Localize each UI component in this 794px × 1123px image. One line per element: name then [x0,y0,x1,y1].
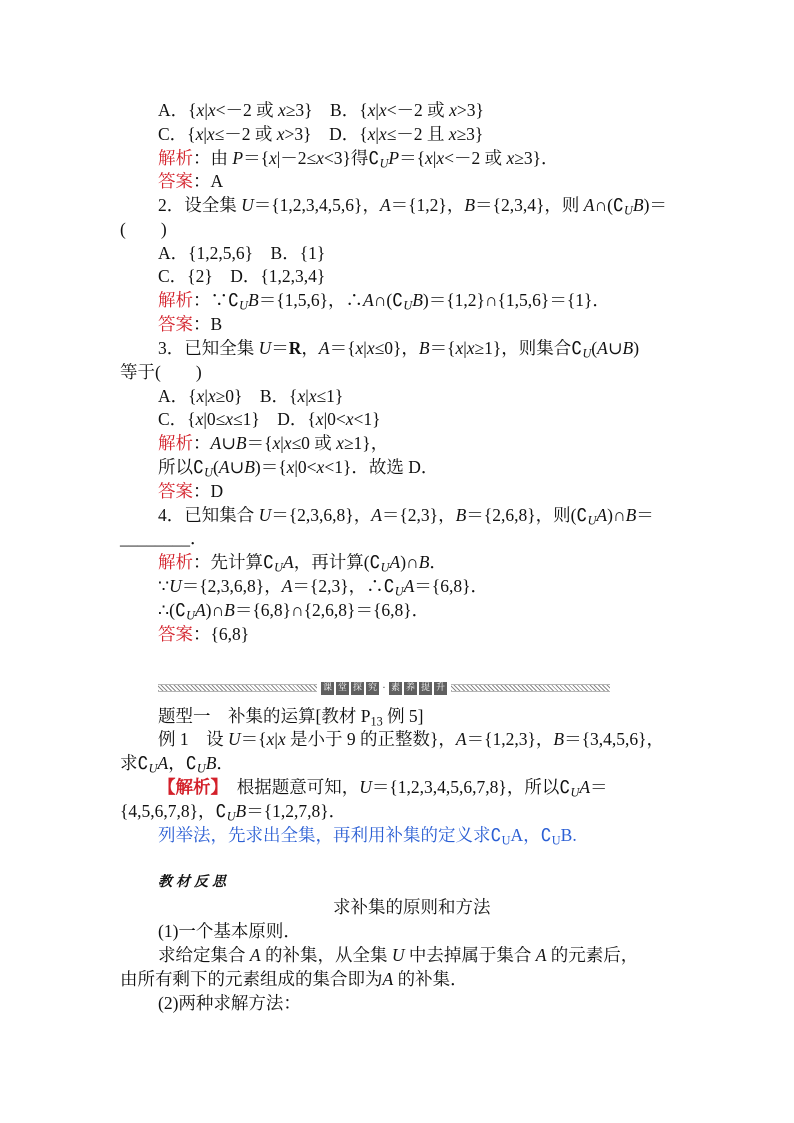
q4-stem-run: ＝{2,3}， [381,505,456,525]
q4-answer-blank: ________． [120,528,208,548]
q2-stem-run: ＝{1,2}， [390,195,465,215]
example1-solution-run: 【解析】 [158,777,220,797]
q1-analysis-run: x [506,148,515,168]
q3-answer-run: 答案 [158,481,193,501]
q4-analysis-run: 解析 [158,552,193,572]
q4-analysis-step2 [158,574,488,598]
reflection-text-run: 的补集，从全集 [260,945,392,965]
q1-options-cd-run: ≥3} [456,124,484,144]
reflection-point-1: (1)一个基本原则． [158,921,301,941]
q1-options-ab-run: | [204,100,208,120]
q4-analysis-step3-run: )∩ [205,600,225,620]
q1-analysis-run: ：由 [193,148,233,168]
q2-options-cd: C．{2} D．{1,2,3,4} [158,266,326,286]
example-type-heading-run: 13 [370,714,383,729]
q1-options-ab [158,98,484,122]
q3-options-ab-run: A．{ [158,386,197,406]
q4-analysis-run: U [380,560,390,575]
q1-analysis-run: ＝{ [243,148,269,168]
q3-stem-run: x [355,338,364,358]
q3-analysis-run: ： [193,433,211,453]
q4-stem-run: A [371,505,382,525]
q2-stem-run: )＝ [643,195,667,215]
q1-options-cd-run: x [276,124,285,144]
q4-stem-run: ＝{2,6,8}，则(∁ [466,505,588,525]
q4-analysis-run: B [418,552,430,572]
q1-options-ab-run: x [278,100,286,120]
q1-analysis-run: x [268,148,277,168]
q1-options-ab-run: x [196,100,205,120]
banner-char: 堂 [337,682,347,693]
q4-analysis-step3-run: A [194,600,206,620]
q3-options-cd-run: ≤1} D．{ [233,409,316,429]
example-type-heading-run: 例 5] [382,706,424,726]
q4-analysis-run: )∩ [400,552,419,572]
banner-char: 升 [435,682,445,693]
q1-options-ab-run: <－2 或 [215,100,278,120]
q1-analysis-run: | [432,148,437,168]
example1-solution-run: A [579,777,591,797]
q3-options-ab-run: ≥0} B．{ [215,386,298,406]
q4-analysis-step2-run: ＝{2,3,6,8}， [181,576,282,596]
q3-analysis-run: ∪ [221,433,236,453]
reflection-text-run: 中去掉属于集合 [404,945,536,965]
q3-stem-run: ＝{ [329,338,356,358]
q2-answer-run: 答案 [158,314,193,334]
q3-analysis-cont-run: U [204,465,213,480]
example1-solution-run: ＝ [590,777,608,797]
q1-options-cd-run: ≤－2 且 [386,124,449,144]
reflection-text-cont-run: 由所有剩下的元素组成的集合即为 [120,969,383,989]
q3-answer-run: ：D [193,481,224,501]
q3-analysis [158,431,388,455]
banner-char: 提 [420,682,430,693]
q4-stem-run: ＝ [636,505,654,525]
example1-stem-run: 是小于 9 的正整数}， [285,729,456,749]
q4-answer-run: ：{6,8} [193,624,250,644]
reflection-text-run: A [535,945,547,965]
q3-stem-run: ， [301,338,319,358]
q4-stem-run: 4．已知集合 [158,505,259,525]
banner-hatch-right [451,684,610,692]
q3-stem-run: | [363,338,367,358]
q3-options-cd-run: |0≤ [203,409,226,429]
q1-analysis-run: x [436,148,445,168]
q1-options-ab-run: x [367,100,376,120]
q2-stem-run: U [624,203,633,218]
q3-stem-run: U [258,338,272,358]
q1-analysis [158,146,559,170]
q3-options-cd [158,407,381,431]
q2-answer [158,312,222,336]
q3-stem-run: ∪ [607,338,623,358]
example1-stem-cont-run: B [205,753,217,773]
example1-stem-run: ＝{ [240,729,267,749]
example1-solution [158,775,608,799]
q4-analysis-step2-run: U [169,576,182,596]
q1-options-cd-run: | [375,124,379,144]
reflection-text-cont-run: 的补集． [393,969,468,989]
example1-stem-run: x [266,729,275,749]
q3-analysis-run: B [235,433,247,453]
q1-answer [158,169,223,193]
q3-options-cd-run: |0< [323,409,346,429]
q4-analysis-run: A [283,552,294,572]
q1-options-cd-run: x [378,124,387,144]
q3-stem-run: x [366,338,375,358]
q3-stem-run: x [466,338,475,358]
q4-analysis-step2-run: U [394,584,404,599]
q3-stem-run: ≤0}， [374,338,419,358]
q1-options-cd [158,122,483,146]
q1-options-cd-run: ≤－2 或 [214,124,277,144]
q3-analysis-run: 解析 [158,433,193,453]
example1-stem-cont-run: ． [216,753,234,773]
example1-method-note [158,823,577,847]
q1-options-ab-run: x [207,100,216,120]
q4-analysis-step3-run: ∴(∁ [158,600,187,620]
q2-analysis [158,288,610,312]
q4-stem-run: )∩ [607,505,626,525]
q1-options-ab-run: <－2 或 [386,100,450,120]
q4-stem-run: B [455,505,467,525]
example1-stem-cont-run: U [196,761,206,776]
q3-analysis-run: ＝{ [246,433,273,453]
example1-solution-cont-run: U [226,809,236,824]
example1-stem-run: ＝{3,4,5,6}， [564,729,665,749]
q3-analysis-run: A [210,433,222,453]
example1-solution-cont-run: {4,5,6,7,8}，∁ [120,801,227,821]
banner-char: · [382,682,386,694]
q3-stem-run: B [622,338,634,358]
example1-solution-run: 根据题意可知， [219,777,360,797]
q3-analysis-run: ≤0 或 [291,433,337,453]
q4-analysis-step2-run: ∵ [158,576,170,596]
example1-solution-cont-run: B [235,801,247,821]
q3-options-cd-run: x [225,409,233,429]
q3-options-ab-run: x [207,386,216,406]
q4-analysis-run: U [274,560,283,575]
q3-answer [158,479,223,503]
q3-analysis-cont-run: |0< [294,457,317,477]
q3-stem-run: ≥1}，则集合∁ [474,338,583,358]
q1-options-ab-run: A．{ [158,100,197,120]
example1-stem-cont-run: 求∁ [120,753,149,773]
reflection-point-2: (2)两种求解方法： [158,993,301,1013]
q3-stem-run: 3．已知全集 [158,338,259,358]
q3-analysis-run: x [283,433,292,453]
example-type-heading-run: 题型一 补集的运算[教材 P [158,706,371,726]
q3-analysis-cont-run: 所以∁ [158,457,205,477]
q3-analysis-cont-run: A [218,457,230,477]
q3-options-cd-run: x [315,409,324,429]
q2-stem-run: U [241,195,254,215]
q1-analysis-run: <－2 或 [444,148,507,168]
q3-options-ab-run: x [297,386,306,406]
q1-analysis-run: P [388,148,400,168]
q2-stem-run: B [464,195,476,215]
q3-analysis-cont [158,455,438,479]
q3-stem-run: R [288,338,302,358]
banner-char: 课 [322,682,332,693]
q3-stem-run: | [463,338,467,358]
q3-stem-run: ( [591,338,598,358]
q1-analysis-run: x [425,148,433,168]
q1-analysis-run: 解析 [158,148,193,168]
q3-options-ab [158,384,343,408]
q4-analysis [158,550,447,574]
q2-analysis-run: U [403,298,413,313]
q3-stem [158,336,639,360]
q2-analysis-run: U [239,298,248,313]
example1-solution-run: ＝{1,2,3,4,5,6,7,8}，所以∁ [371,777,571,797]
q1-analysis-run: x [316,148,324,168]
q4-analysis-step2-run: A [403,576,415,596]
q3-stem-run: A [318,338,330,358]
example1-stem-cont-run: ，∁ [168,753,197,773]
q1-options-cd-run: x [448,124,457,144]
q4-analysis-run: A [389,552,401,572]
banner-hatch-left [158,684,317,692]
banner-char: 素 [390,682,400,693]
q3-options-cd-run: x [345,409,354,429]
q4-stem [158,503,654,527]
q3-stem-run: U [582,346,592,361]
example1-stem-run: ＝{1,2,3}， [466,729,554,749]
q2-answer-run: ：B [193,314,223,334]
q2-analysis-run: ∩(∁ [373,290,404,310]
q4-analysis-step2-run: ＝{6,8}． [414,576,488,596]
q3-stem-run: ＝{ [429,338,456,358]
q3-options-ab-run: x [196,386,205,406]
q3-analysis-run: ≥1}， [343,433,389,453]
q1-options-cd-run: x [367,124,376,144]
example1-method-note-run: B. [560,825,577,845]
q3-analysis-cont-run: ∪ [229,457,245,477]
q4-analysis-run: ． [429,552,447,572]
q1-analysis-run: P [232,148,244,168]
example1-stem [158,727,664,751]
reflection-text-run: 的元素后， [546,945,639,965]
q3-options-cd-run: x [195,409,204,429]
q3-options-cd-run: <1} [353,409,381,429]
q4-stem-run: B [625,505,637,525]
example1-solution-run: U [359,777,372,797]
q3-analysis-run: x [272,433,281,453]
example1-stem-run: x [277,729,286,749]
q3-options-cd-run: C．{ [158,409,196,429]
q1-analysis-run: <3}得∁ [323,148,380,168]
q1-analysis-run: |－2≤ [276,148,317,168]
example1-solution-run: U [570,785,580,800]
q1-options-cd-run: | [203,124,207,144]
q1-answer-run: ：A [193,171,224,191]
q2-stem-blank: ( ) [120,219,167,239]
q1-analysis-run: ≥3}． [514,148,559,168]
q4-stem-run: ＝{2,3,6,8}， [271,505,372,525]
q2-analysis-run: )＝{1,2}∩{1,5,6}＝{1}． [422,290,610,310]
q2-stem-run: ＝{2,3,4}，则 [475,195,584,215]
q1-answer-run: 答案 [158,171,193,191]
q2-stem-run: A [583,195,595,215]
q2-stem-run: ＝{1,2,3,4,5,6}， [253,195,380,215]
reflection-text [158,943,638,967]
q3-analysis-run: | [280,433,284,453]
example1-stem-cont [120,751,234,775]
q4-stem-run: A [596,505,608,525]
reflection-text-run: A [249,945,261,965]
q3-options-ab-run: | [204,386,208,406]
example1-method-note-run: U [551,833,561,848]
q2-analysis-run: A [363,290,374,310]
q4-analysis-step3-run: U [186,608,195,623]
example-type-heading [158,704,424,728]
q3-analysis-cont-run: <1}．故选 D． [324,457,439,477]
q1-options-ab-run: | [375,100,379,120]
q4-analysis-run: ，再计算(∁ [293,552,381,572]
q3-stem-run: ＝ [271,338,289,358]
example1-stem-run: B [553,729,565,749]
q3-analysis-cont-run: )＝{ [254,457,287,477]
q1-options-cd-run: C．{ [158,124,196,144]
example1-method-note-run: 列举法，先求出全集，再利用补集的定义求∁ [158,825,502,845]
q1-analysis-run: U [379,156,389,171]
example1-stem-run: | [274,729,278,749]
example1-solution-cont [120,799,346,823]
q1-analysis-run: ＝{ [399,148,426,168]
q1-options-ab-run: x [449,100,457,120]
q4-analysis-step3-run: B [224,600,235,620]
banner-char: 养 [405,682,415,693]
q3-stem-run: x [455,338,464,358]
q3-options-ab-run: ≤1} [316,386,344,406]
q4-analysis-run: ：先计算∁ [193,552,275,572]
banner-char: 探 [352,682,362,693]
reflection-text-run: 求给定集合 [158,945,250,965]
example1-stem-run: A [455,729,467,749]
q2-options-ab: A．{1,2,5,6} B．{1} [158,243,326,263]
q2-stem-run: 2．设全集 [158,195,242,215]
q3-analysis-run: x [336,433,344,453]
q3-stem-run: ) [633,338,640,358]
reflection-text-cont [120,967,468,991]
q4-answer-run: 答案 [158,624,193,644]
q4-analysis-step2-run: ＝{2,3}，∴∁ [292,576,395,596]
q4-analysis-step3 [158,598,429,622]
q3-stem-blank: 等于( ) [120,362,202,382]
example1-stem-cont-run: U [148,761,158,776]
reflection-text-cont-run: A [382,969,394,989]
q3-analysis-cont-run: B [244,457,255,477]
example1-solution-cont-run: ＝{1,2,7,8}． [246,801,347,821]
q4-answer [158,622,249,646]
section-banner-label [317,682,451,695]
example1-stem-run: 例 1 设 [158,729,228,749]
q1-options-ab-run: ≥3} B．{ [285,100,368,120]
q3-stem-run: B [418,338,430,358]
q1-options-cd-run: x [195,124,204,144]
q1-options-ab-run: >3} [456,100,484,120]
q4-stem-run: U [258,505,272,525]
q2-analysis-run: ＝{1,5,6}，∴ [258,290,364,310]
q1-options-ab-run: x [378,100,387,120]
q3-analysis-cont-run: x [316,457,325,477]
example1-method-note-run: A，∁ [510,825,552,845]
q4-analysis-step3-run: ＝{6,8}∩{2,6,8}＝{6,8}． [234,600,430,620]
q3-analysis-cont-run: x [286,457,295,477]
reflection-title: 求补集的原则和方法 [333,897,491,917]
reflection-tag: 教材反思 [158,875,230,890]
q2-analysis-run: B [412,290,423,310]
q1-options-cd-run: >3} D．{ [284,124,368,144]
q4-analysis-step2-run: A [281,576,293,596]
example1-stem-cont-run: A [157,753,169,773]
q3-analysis-cont-run: ( [213,457,219,477]
q2-analysis-run: ：∵∁ [193,290,240,310]
q2-analysis-run: 解析 [158,290,193,310]
q4-stem-run: U [587,513,597,528]
q2-stem-run: A [379,195,391,215]
q1-options-cd-run: x [206,124,215,144]
example1-stem-run: U [228,729,241,749]
banner-char: 究 [367,682,377,693]
q2-analysis-run: B [248,290,259,310]
q2-stem-run: ∩(∁ [594,195,625,215]
example1-method-note-run: U [501,833,511,848]
q2-stem-run: B [632,195,644,215]
section-banner [158,680,610,696]
q3-stem-run: A [597,338,608,358]
reflection-text-run: U [391,945,405,965]
q3-options-ab-run: | [305,386,309,406]
q2-stem [158,193,667,217]
q3-options-ab-run: x [308,386,317,406]
